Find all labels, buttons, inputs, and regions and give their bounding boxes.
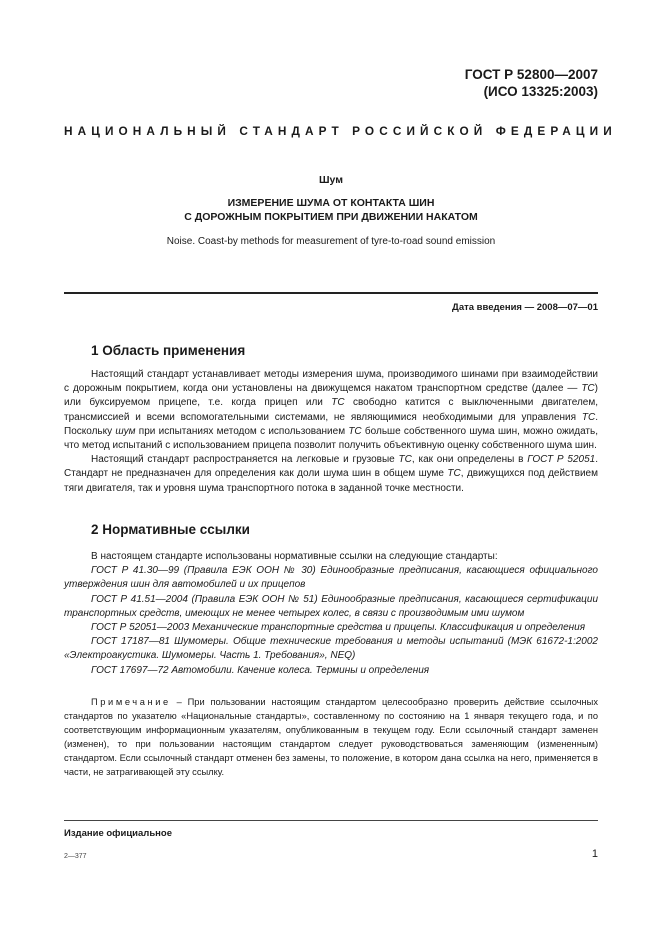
reference-item: ГОСТ Р 41.51—2004 (Правила ЕЭК ООН № 51) Единообразные предписания, касающиеся сертификации транспортных средств, имеющих не менее четырех колес, в связи с производимым ими шумом: [64, 593, 598, 619]
note-text: – При пользовании настоящим стандартом целесообразно проверить действие ссылочных стандартов по указателю «Национальные стандарты», составленному по состоянию на 1 января текущего года, и по соответствующим информационным указателям, опубликованным в текущем году. Если ссылочный стандарт заменен (изменен), то при пользовании настоящим стандартом следует руководствоваться заменяющим (измененным) стандартом. Если ссылочный стандарт отменен без замены, то положение, в котором дана ссылка на него, применяется в части, не затрагивающей эту ссылку.: [64, 697, 598, 777]
reference-item: ГОСТ Р 41.30—99 (Правила ЕЭК ООН № 30) Единообразные предписания, касающиеся официального утверждения шин для автомобилей и их прицепов: [64, 565, 598, 591]
references-list: [64, 550, 598, 678]
title-line-1: ИЗМЕРЕНИЕ ШУМА ОТ КОНТАКТА ШИН: [227, 197, 435, 209]
title-divider: [64, 292, 598, 294]
section-2-heading: 2 Нормативные ссылки: [91, 522, 250, 537]
section-1-body: [64, 368, 598, 496]
english-title: Noise. Coast-by methods for measurement of tyre-to-road sound emission: [166, 236, 496, 247]
footer-divider: [64, 820, 598, 821]
iso-number: (ИСО 13325:2003): [483, 84, 598, 99]
print-code: 2—377: [64, 853, 87, 860]
section-1-heading: 1 Область применения: [91, 343, 246, 358]
standard-number: ГОСТ Р 52800—2007: [464, 67, 598, 82]
page-number: 1: [591, 848, 598, 860]
reference-item: ГОСТ 17697—72 Автомобили. Качение колеса. Термины и определения: [91, 664, 430, 676]
note-label: Примечание: [91, 697, 171, 707]
introduction-date: Дата введения — 2008—07—01: [452, 302, 598, 313]
references-note: [64, 695, 598, 779]
reference-item: ГОСТ 17187—81 Шумомеры. Общие технические требования и методы испытаний (МЭК 61672-1:2002 «Электроакустика. Шумомеры. Часть 1. Требования», NEQ): [64, 636, 598, 662]
section-1-paragraph-2: Настоящий стандарт распространяется на легковые и грузовые ТС, как они определены в ГОСТ Р 52051. Стандарт не предназначен для определения как доли шума шин в общем шуме ТС, движущихся под действием тяги двигателя, так и уровня шума транспортного потока в заданной точке местности.: [64, 454, 598, 494]
national-standard-heading: НАЦИОНАЛЬНЫЙ СТАНДАРТ РОССИЙСКОЙ ФЕДЕРАЦИИ: [64, 124, 617, 138]
standard-category: Шум: [318, 174, 344, 186]
edition-label: Издание официальное: [64, 828, 172, 839]
reference-item: ГОСТ Р 52051—2003 Механические транспортные средства и прицепы. Классификация и определения: [91, 622, 586, 634]
section-1-paragraph-1: Настоящий стандарт устанавливает методы измерения шума, производимого шинами при взаимодействии с дорожным покрытием, когда они установлены на движущемся накатом транспортном средстве (далее — ТС) или буксируемом прицепе, т.е. когда прицеп или ТС свободно катится с выключенными двигателем, трансмиссией и всеми вспомогательными системами, не являющимися необходимыми для управления ТС. Поскольку шум при испытаниях методом с использованием ТС больше собственного шума шин, можно ожидать, что метод испытаний с использованием прицепа позволит получить объективную оценку собственного шума шин.: [64, 369, 598, 452]
title-line-2: С ДОРОЖНЫМ ПОКРЫТИЕМ ПРИ ДВИЖЕНИИ НАКАТОМ: [184, 211, 478, 223]
standard-designation: [465, 66, 598, 100]
standard-title: [64, 196, 598, 224]
references-intro: В настоящем стандарте использованы нормативные ссылки на следующие стандарты:: [91, 551, 498, 562]
